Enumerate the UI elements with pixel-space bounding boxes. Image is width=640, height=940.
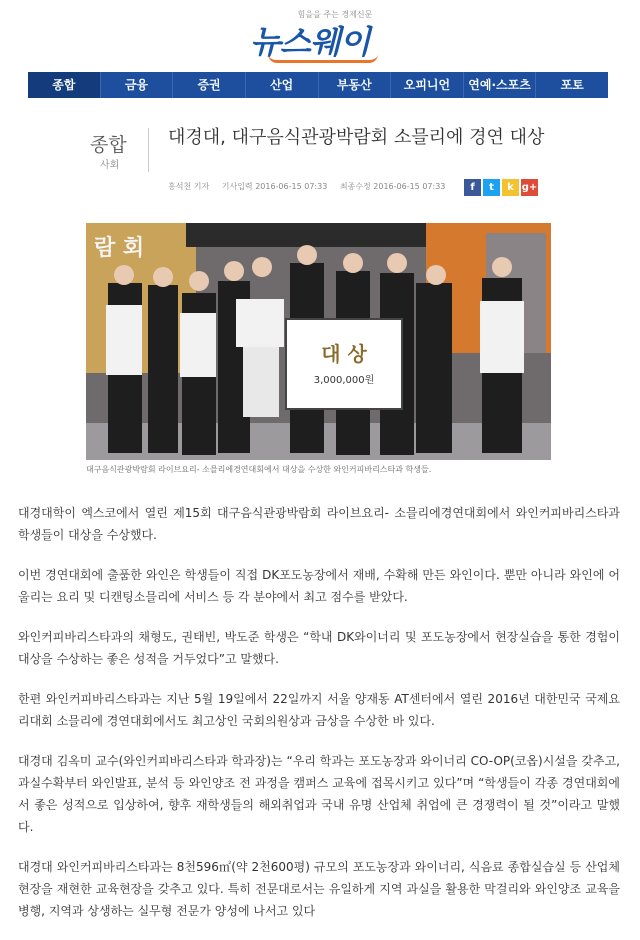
masthead xyxy=(0,0,640,70)
twitter-share-icon[interactable]: t xyxy=(483,179,500,196)
nav-item-general[interactable]: 종합 xyxy=(28,72,101,98)
article-meta xyxy=(168,181,455,192)
article-paragraph: 이번 경연대회에 출품한 와인은 학생들이 직접 DK포도농장에서 재배, 수확해 만든 와인이다. 뿐만 아니라 와인에 어울리는 요리 및 디캔팅소믈리에 서비스 등 각 분야에서 최고 점수를 받았다. xyxy=(18,568,620,604)
nav-item-real-estate[interactable]: 부동산 xyxy=(319,72,392,98)
reporter[interactable]: 홍석천 기자 xyxy=(168,182,210,191)
google-plus-share-icon[interactable]: g+ xyxy=(521,179,538,196)
article-paragraph: 대경대 와인커피바리스타과는 8천596㎡(약 2천600평) 규모의 포도농장과 와이너리, 식음료 종합실습실 등 산업체 현장을 재현한 교육현장을 갖추고 있다. 특히 전문대로서는 유일하게 지역 과실을 활용한 막걸리와 와인양조 교육을 병행, 지역과 상생하는 실무형 전문가 양성에 나서고 있다 xyxy=(18,860,620,918)
site-logo[interactable]: 뉴스웨이 xyxy=(250,23,370,61)
section-sub: 사회 xyxy=(100,160,120,171)
facebook-share-icon[interactable]: f xyxy=(464,179,481,196)
nav-item-finance[interactable]: 금융 xyxy=(101,72,174,98)
award-sign-title: 대 상 xyxy=(321,342,367,366)
divider xyxy=(148,128,149,172)
article-photo xyxy=(86,223,551,460)
article-paragraph: 와인커피바리스타과의 채형도, 권태빈, 박도준 학생은 “학내 DK와이너리 및 포도농장에서 현장실습을 통한 경험이 대상을 수상하는 좋은 성적을 거두었다”고 말했다. xyxy=(18,630,620,666)
article-paragraph: 대경대학이 엑스코에서 열린 제15회 대구음식관광박람회 라이브요리- 소믈리에경연대회에서 와인커피바리스타과 학생들이 대상을 수상했다. xyxy=(18,506,620,542)
tagline: 힘을을 주는 경제신문 xyxy=(297,10,373,19)
share-buttons xyxy=(464,179,538,196)
photo-background-text: 람 회 xyxy=(94,236,145,261)
article-paragraph: 한편 와인커피바리스타과는 지난 5월 19일에서 22일까지 서울 양재동 AT센터에서 열린 2016년 대한민국 국제요리대회 소믈리에 경연대회에서도 최고상인 국회의원상과 금상을 수상한 바 있다. xyxy=(18,692,620,728)
article-paragraph: 대경대 김옥미 교수(와인커피바리스타과 학과장)는 “우리 학과는 포도농장과 와이너리 CO-OP(코옵)시설을 갖추고, 과실수확부터 와인발표, 분석 등 와인양조 전 과정을 캠퍼스 교육에 접목시키고 있다”며 “학생들이 각종 경연대회에서 좋은 성적으로 입상하여, 향후 재학생들의 해외취업과 국내 유명 산업체 취업에 큰 경쟁력이 될 것”이라고 말했다. xyxy=(18,754,620,834)
photo-caption: 대구음식관광박람회 라이브요리- 소믈리에경연대회에서 대상을 수상한 와인커피바리스타과 학생들. xyxy=(86,465,432,474)
nav-item-opinion[interactable]: 오피니언 xyxy=(391,72,464,98)
section-label: 종합 xyxy=(90,134,127,156)
main-nav xyxy=(28,72,608,98)
nav-item-entertainment-sports[interactable]: 연예·스포츠 xyxy=(464,72,537,98)
article-headline: 대경대, 대구음식관광박람회 소믈리에 경연 대상 xyxy=(168,127,545,148)
kakao-share-icon[interactable]: k xyxy=(502,179,519,196)
nav-item-photo[interactable]: 포토 xyxy=(560,78,584,92)
article-body xyxy=(18,502,620,940)
modified-date: 최종수정 2016-06-15 07:33 xyxy=(339,182,446,191)
nav-item-industry[interactable]: 산업 xyxy=(246,72,319,98)
award-sign-amount: 3,000,000원 xyxy=(313,375,375,386)
published-date: 기사입력 2016-06-15 07:33 xyxy=(221,182,328,191)
nav-item-securities[interactable]: 증권 xyxy=(173,72,246,98)
logo-swoosh xyxy=(268,54,378,63)
